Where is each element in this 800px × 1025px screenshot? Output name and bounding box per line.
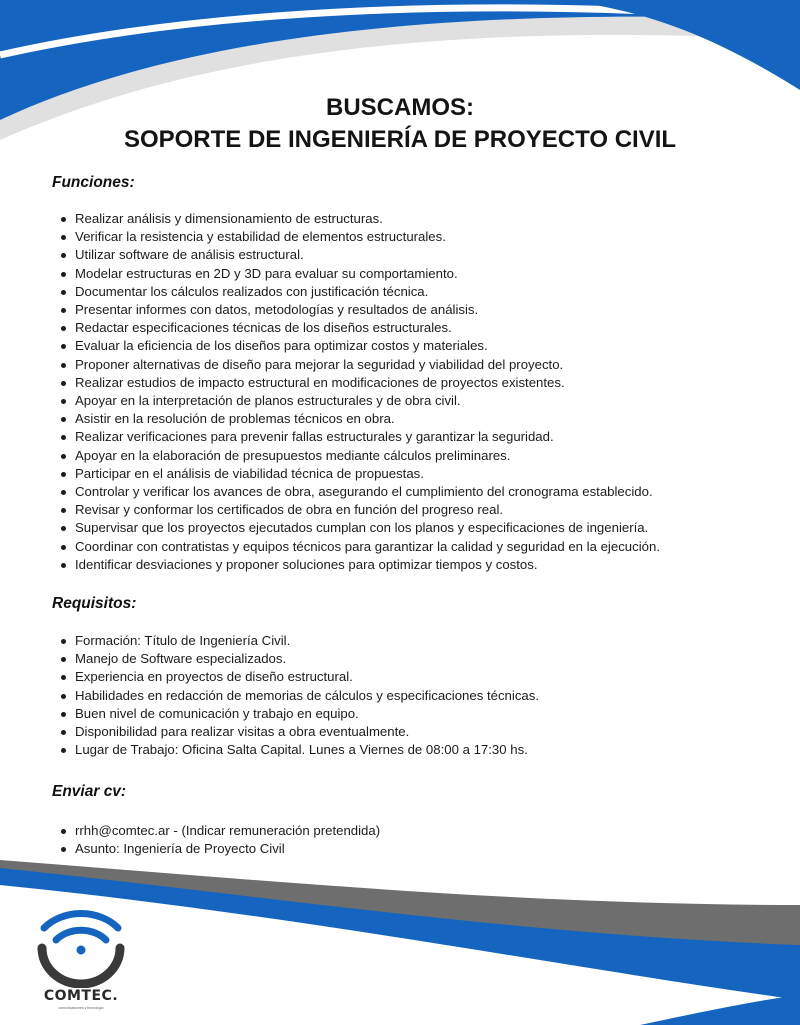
comtec-logo <box>36 906 126 1014</box>
funciones-list-item: Apoyar en la elaboración de presupuestos mediante cálculos preliminares. <box>58 447 788 465</box>
enviar-heading: Enviar cv: <box>52 783 127 800</box>
funciones-list-item: Apoyar en la interpretación de planos estructurales y de obra civil. <box>58 392 788 410</box>
requisitos-list-item: Formación: Título de Ingeniería Civil. <box>58 632 788 650</box>
enviar-list-item: Asunto: Ingeniería de Proyecto Civil <box>58 840 788 858</box>
funciones-list-item: Controlar y verificar los avances de obra, asegurando el cumplimiento del cronograma establecido. <box>58 483 788 501</box>
page-title-line2: SOPORTE DE INGENIERÍA DE PROYECTO CIVIL <box>123 126 677 153</box>
funciones-list-item: Utilizar software de análisis estructural. <box>58 246 788 264</box>
funciones-list-item: Asistir en la resolución de problemas técnicos en obra. <box>58 410 788 428</box>
funciones-list-item: Verificar la resistencia y estabilidad de elementos estructurales. <box>58 228 788 246</box>
enviar-list-item: rrhh@comtec.ar - (Indicar remuneración pretendida) <box>58 822 788 840</box>
requisitos-list-item: Habilidades en redacción de memorias de cálculos y especificaciones técnicas. <box>58 687 788 705</box>
requisitos-list-item: Manejo de Software especializados. <box>58 650 788 668</box>
funciones-list-item: Proponer alternativas de diseño para mejorar la seguridad y viabilidad del proyecto. <box>58 356 788 374</box>
funciones-heading: Funciones: <box>52 174 135 191</box>
funciones-list-item: Presentar informes con datos, metodologías y resultados de análisis. <box>58 301 788 319</box>
funciones-list <box>58 210 788 574</box>
requisitos-list-item: Lugar de Trabajo: Oficina Salta Capital. Lunes a Viernes de 08:00 a 17:30 hs. <box>58 741 788 759</box>
enviar-list <box>58 822 788 858</box>
requisitos-list <box>58 632 788 759</box>
requisitos-heading: Requisitos: <box>52 595 137 612</box>
funciones-list-item: Redactar especificaciones técnicas de los diseños estructurales. <box>58 319 788 337</box>
funciones-list-item: Documentar los cálculos realizados con justificación técnica. <box>58 283 788 301</box>
funciones-list-item: Evaluar la eficiencia de los diseños para optimizar costos y materiales. <box>58 337 788 355</box>
logo-tagline: comunicaciones y tecnología <box>58 1006 104 1010</box>
funciones-list-item: Realizar análisis y dimensionamiento de estructuras. <box>58 210 788 228</box>
funciones-list-item: Realizar verificaciones para prevenir fallas estructurales y garantizar la seguridad. <box>58 428 788 446</box>
logo-wordmark: COMTEC. <box>43 988 119 1004</box>
requisitos-list-item: Disponibilidad para realizar visitas a obra eventualmente. <box>58 723 788 741</box>
wifi-signal-logo-icon <box>36 906 126 988</box>
funciones-list-item: Modelar estructuras en 2D y 3D para evaluar su comportamiento. <box>58 265 788 283</box>
funciones-list-item: Participar en el análisis de viabilidad técnica de propuestas. <box>58 465 788 483</box>
page-title-line1: BUSCAMOS: <box>326 94 474 121</box>
funciones-list-item: Coordinar con contratistas y equipos técnicos para garantizar la calidad y seguridad en la ejecución. <box>58 538 788 556</box>
funciones-list-item: Realizar estudios de impacto estructural en modificaciones de proyectos existentes. <box>58 374 788 392</box>
requisitos-list-item: Experiencia en proyectos de diseño estructural. <box>58 668 788 686</box>
requisitos-list-item: Buen nivel de comunicación y trabajo en equipo. <box>58 705 788 723</box>
funciones-list-item: Supervisar que los proyectos ejecutados cumplan con los planos y especificaciones de ingeniería. <box>58 519 788 537</box>
funciones-list-item: Revisar y conformar los certificados de obra en función del progreso real. <box>58 501 788 519</box>
funciones-list-item: Identificar desviaciones y proponer soluciones para optimizar tiempos y costos. <box>58 556 788 574</box>
